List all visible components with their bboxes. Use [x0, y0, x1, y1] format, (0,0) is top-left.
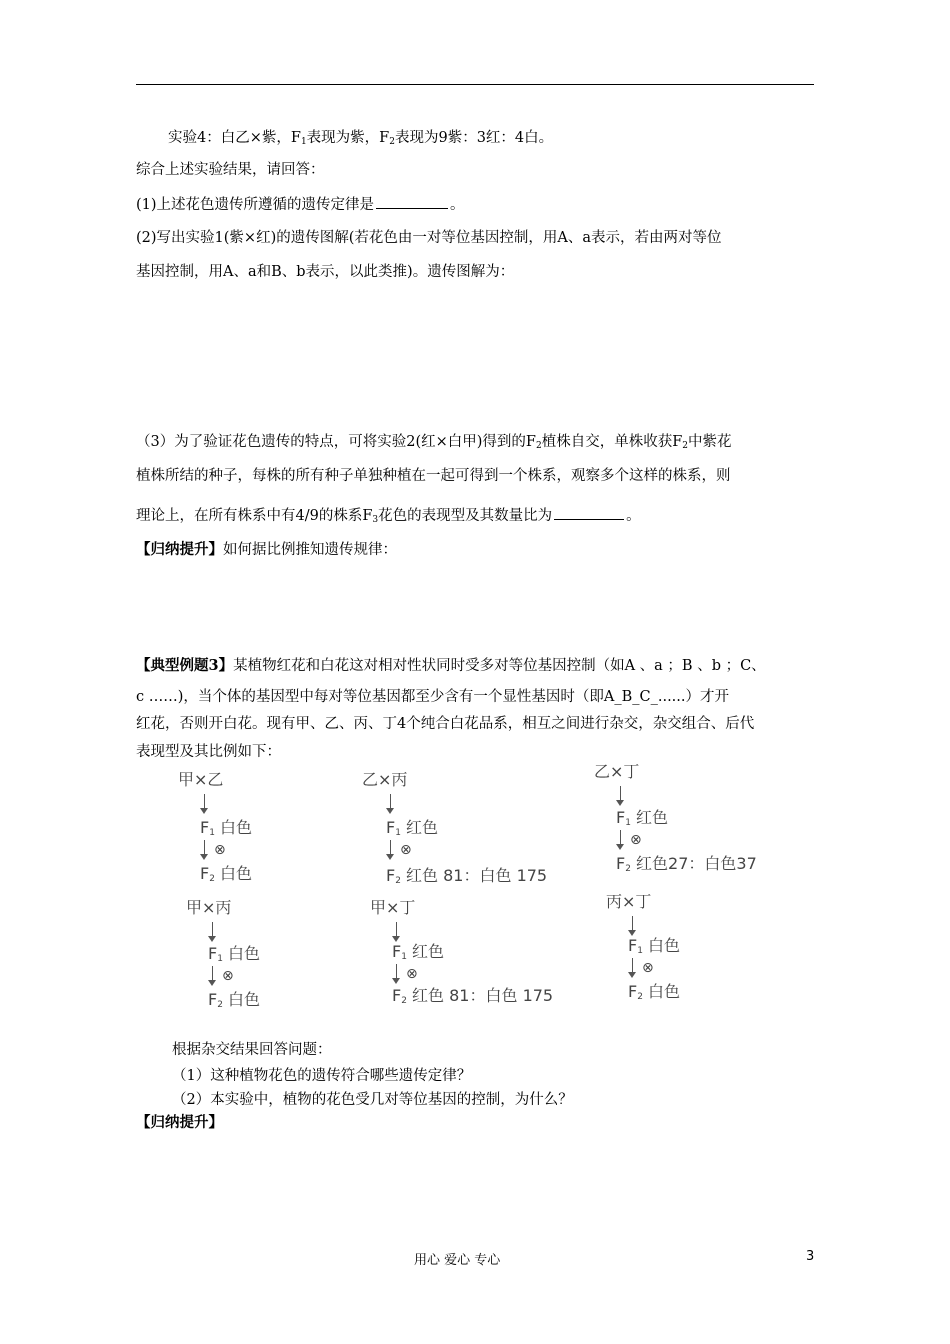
- f1-row: $F_1$ 红色: [616, 808, 669, 828]
- self-cross-icon: ⊗: [630, 832, 642, 848]
- down-arrow: [620, 786, 621, 804]
- self-cross-icon: ⊗: [406, 966, 418, 982]
- question-3-line-1: （3）为了验证花色遗传的特点，可将实验2(红×白甲)得到的$F_2$植株自交，单株收获$F_2$中紫花: [136, 434, 732, 451]
- down-arrow: [390, 794, 391, 812]
- cross-parents: 乙×丙: [362, 770, 408, 789]
- self-cross-icon: ⊗: [400, 842, 412, 858]
- footer-slogan: 用心 爱心 专心: [414, 1253, 501, 1268]
- cross-parents: 乙×丁: [594, 762, 640, 781]
- page-number: 3: [806, 1249, 815, 1264]
- question-3-line-2: 植株所结的种子，每株的所有种子单独种植在一起可得到一个株系，观察多个这样的株系，则: [136, 468, 731, 484]
- down-arrow: [390, 840, 391, 858]
- answer-question-2: （2）本实验中，植物的花色受几对等位基因的控制，为什么？: [172, 1092, 573, 1108]
- question-1: (1)上述花色遗传所遵循的遗传定律是 。: [136, 194, 465, 215]
- f1-row: $F_1$ 红色: [386, 818, 439, 838]
- down-arrow: [204, 794, 205, 812]
- self-cross-icon: ⊗: [222, 968, 234, 984]
- f2-row: $F_2$ 红色 81：白色 175: [392, 986, 554, 1006]
- example-3-line-4: 表现型及其比例如下：: [136, 744, 281, 760]
- f1-row: $F_1$ 白色: [200, 818, 253, 838]
- f1-row: $F_1$ 红色: [392, 942, 445, 962]
- induction-1: 【归纳提升】如何据比例推知遗传规律：: [136, 541, 397, 558]
- example-3-line-2: c ……)，当个体的基因型中每对等位基因都至少含有一个显性基因时（即A_B_C_......）才开: [136, 689, 730, 705]
- down-arrow: [212, 922, 213, 940]
- self-cross-icon: ⊗: [214, 842, 226, 858]
- example-3-line-3: 红花，否则开白花。现有甲、乙、丙、丁4个纯合白花品系，相互之间进行杂交，杂交组合、后代: [136, 716, 755, 732]
- question-3-line-3: 理论上，在所有株系中有4/9的株系$F_3$花色的表现型及其数量比为 。: [136, 505, 641, 530]
- f2-row: $F_2$ 白色: [200, 864, 253, 884]
- f2-row: $F_2$ 红色 81：白色 175: [386, 866, 548, 886]
- summary-text: 综合上述实验结果，请回答：: [136, 162, 325, 178]
- f2-row: $F_2$ 红色27：白色37: [616, 854, 757, 874]
- down-arrow: [212, 966, 213, 984]
- down-arrow: [396, 922, 397, 940]
- down-arrow: [632, 916, 633, 934]
- example-3-line-1: 【典型例题3】某植物红花和白花这对相对性状同时受多对等位基因控制（如A 、a ；B 、b ；C、: [136, 657, 766, 674]
- answer-intro: 根据杂交结果回答问题：: [172, 1042, 332, 1058]
- answer-question-1: （1）这种植物花色的遗传符合哪些遗传定律？: [172, 1068, 472, 1084]
- down-arrow: [632, 958, 633, 976]
- answer-blank: [554, 505, 624, 520]
- f1-row: $F_1$ 白色: [628, 936, 681, 956]
- f1-row: $F_1$ 白色: [208, 944, 261, 964]
- cross-parents: 甲×丁: [370, 898, 416, 917]
- down-arrow: [620, 830, 621, 848]
- cross-parents: 甲×丙: [186, 898, 232, 917]
- cross-parents: 丙×丁: [606, 892, 652, 911]
- question-2-line-2: 基因控制，用A、a和B、b表示，以此类推)。遗传图解为：: [136, 264, 515, 280]
- question-2-line-1: (2)写出实验1(紫×红)的遗传图解(若花色由一对等位基因控制，用A、a表示，若由两对等位: [136, 230, 722, 246]
- cross-parents: 甲×乙: [178, 770, 224, 789]
- experiment-4: 实验4：白乙×紫，$F_1$表现为紫，$F_2$表现为9紫：3红：4白。: [168, 130, 554, 147]
- down-arrow: [396, 964, 397, 982]
- f2-row: $F_2$ 白色: [628, 982, 681, 1002]
- self-cross-icon: ⊗: [642, 960, 654, 976]
- header-rule: [136, 84, 814, 85]
- induction-2: 【归纳提升】: [136, 1114, 223, 1131]
- f2-row: $F_2$ 白色: [208, 990, 261, 1010]
- answer-blank: [376, 194, 448, 209]
- down-arrow: [204, 840, 205, 858]
